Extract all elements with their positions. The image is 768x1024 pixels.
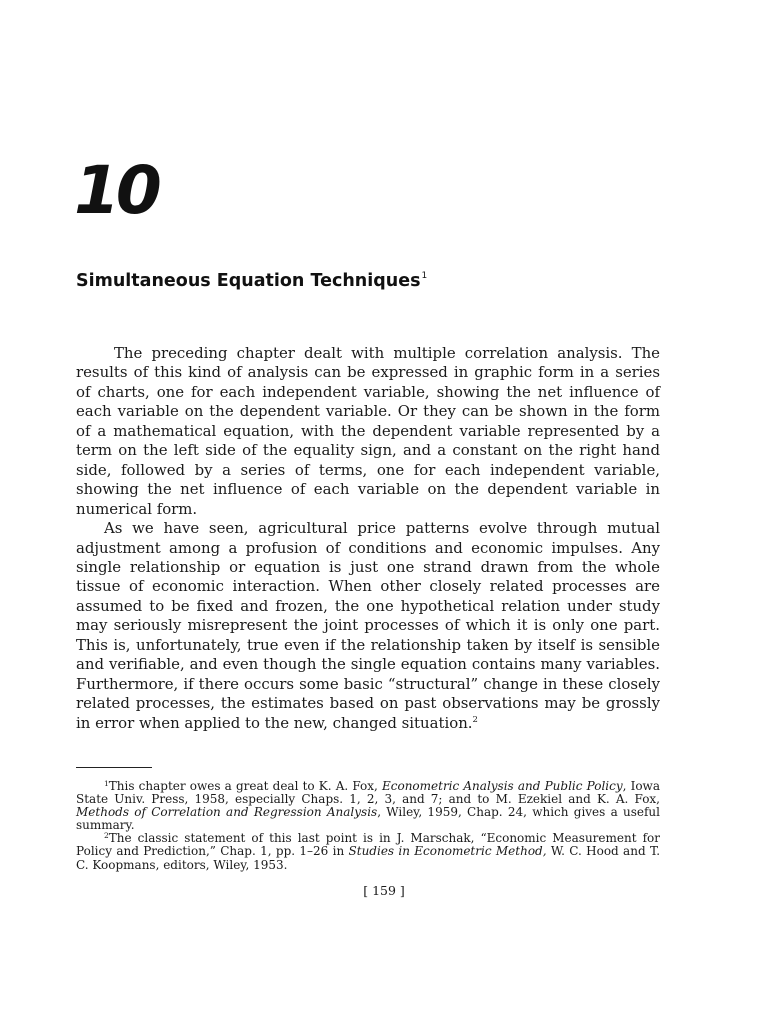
body-paragraph-2-footnote-ref: 2	[472, 714, 478, 725]
chapter-title	[76, 264, 427, 293]
footnote-1-text-3: , Wiley, 1959, Chap. 24, which gives a useful summary.	[76, 805, 660, 833]
page-number: [ 159 ]	[363, 883, 405, 898]
footnote-1-italic-1: Econometric Analysis and Public Policy	[381, 779, 623, 793]
footnotes	[76, 780, 660, 872]
footnote-1-mark: 1	[104, 779, 109, 788]
chapter-number: 10	[74, 152, 158, 229]
body-paragraph-1: The preceding chapter dealt with multiple correlation analysis. The results of this kind of analysis can be expressed in graphic form in a series of charts, one for each independent variable, showing the net influence of each variable on the dependent variable. Or they can be shown in the form of a mathematical equation, with the dependent variable represented by a term on the left side of the equality sign, and a constant on the right hand side, followed by a series of terms, one for each independent variable, showing the net influence of each variable on the dependent variable in numerical form.	[76, 344, 660, 518]
footnote-1-text-2: , Iowa State Univ. Press, 1958, especially Chaps. 1, 2, 3, and 7; and to M. Ezekiel and K. A. Fox,	[76, 779, 660, 807]
footnote-2-mark: 2	[104, 831, 109, 841]
chapter-title-text: Simultaneous Equation Techniques	[76, 271, 421, 291]
footnote-1-text-1: This chapter owes a great deal to K. A. Fox,	[108, 779, 382, 793]
chapter-title-footnote-ref: 1	[421, 271, 428, 281]
footnote-2	[76, 832, 660, 871]
body-paragraph-2	[76, 519, 660, 733]
body-text	[76, 344, 660, 733]
body-paragraph-2-text: As we have seen, agricultural price patterns evolve through mutual adjustment among a profusion of conditions and economic impulses. Any single relationship or equation is just one strand drawn from the whole tissue of economic interaction. When other closely related processes are assumed to be fixed and frozen, the one hypothetical relation under study may seriously misrepresent the joint processes of which it is only one part. This is, unfortunately, true even if the relationship taken by itself is sensible and verifiable, and even though the single equation contains many variables. Furthermore, if there occurs some basic “structural” change in these closely related processes, the estimates based on past observations may be grossly in error when applied to the new, changed situation.	[76, 519, 660, 732]
footnote-1-italic-2: Methods of Correlation and Regression Analysis	[76, 805, 378, 820]
footnote-divider	[76, 767, 152, 768]
footnote-1	[76, 780, 660, 832]
footnote-2-text-1: The classic statement of this last point is in J. Marschak, “Economic Measurement for Policy and Prediction,” Chap. 1, pp. 1–26 in	[76, 831, 660, 859]
footnote-2-italic-1: Studies in Econometric Method,	[348, 844, 547, 859]
footnote-2-text-2: W. C. Hood and T. C. Koopmans, editors, Wiley, 1953.	[76, 844, 661, 872]
